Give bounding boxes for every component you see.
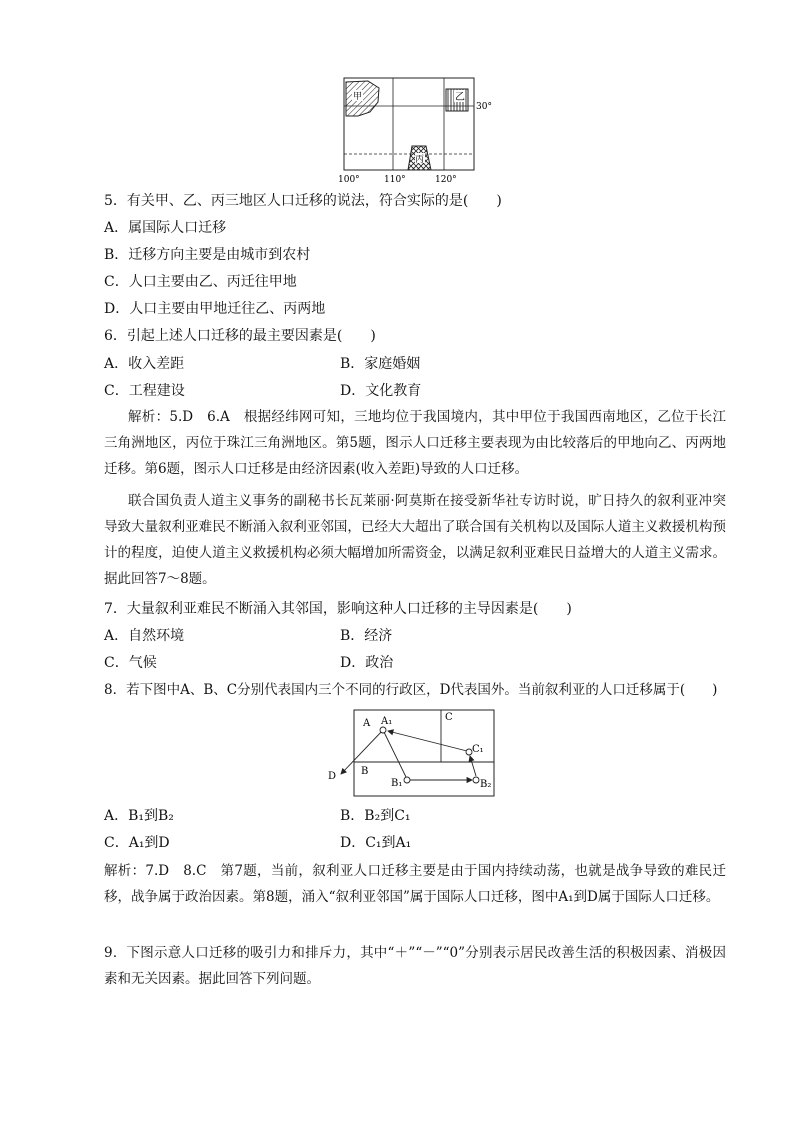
arrow-A1-to-B1 <box>383 730 406 777</box>
question-8-option-a: A．B₁到B₂ <box>104 808 174 824</box>
label-lon-120: 120° <box>435 175 457 185</box>
question-8-option-c: C．A₁到D <box>104 835 170 851</box>
question-8-option-b: B．B₂到C₁ <box>340 808 411 824</box>
question-7-option-c: C．气候 <box>104 655 157 671</box>
arrow-B2-to-C1 <box>470 756 476 776</box>
label-lat-30: 30° <box>476 102 492 112</box>
question-7-option-b: B．经济 <box>340 628 393 644</box>
question-6-option-d: D．文化教育 <box>340 383 422 399</box>
question-5-option-a: A．属国际人口迁移 <box>104 220 227 236</box>
point-A1 <box>380 727 386 733</box>
passage-syria: 联合国负责人道主义事务的副秘书长瓦莱丽·阿莫斯在接受新华社专访时说，旷日持久的叙利亚冲突导致大量叙利亚难民不断涌入叙利亚邻国，已经大大超出了联合国有关机构以及国际人道主义救援机构预计的程度，迫使人道主义救援机构必须大幅增加所需资金，以满足叙利亚难民日益增大的人道主义需求。据此回答7～8题。 <box>104 493 726 587</box>
analysis-5-6: 解析：5.D 6.A 根据经纬网可知，三地均位于我国境内，其中甲位于我国西南地区，乙位于长江三角洲地区，丙位于珠江三角洲地区。第5题，图示人口迁移主要表现为由比较落后的甲地向乙、丙两地迁移。第6题，图示人口迁移是由经济因素(收入差距)导致的人口迁移。 <box>104 409 726 477</box>
label-A: A <box>363 718 371 729</box>
label-jia: 甲 <box>353 92 363 102</box>
migration-diagram <box>326 706 498 802</box>
lat-lon-map <box>336 76 506 186</box>
label-C1: C₁ <box>472 744 484 755</box>
label-lon-110: 110° <box>384 175 406 185</box>
question-5-option-b: B．迁移方向主要是由城市到农村 <box>104 247 311 263</box>
point-B1 <box>404 777 410 783</box>
question-6-option-a: A．收入差距 <box>104 356 185 372</box>
question-5-stem: 5．有关甲、乙、丙三地区人口迁移的说法，符合实际的是( ) <box>104 193 502 209</box>
label-B: B <box>361 766 369 777</box>
label-bing: 丙 <box>415 155 425 165</box>
question-8-option-d: D．C₁到A₁ <box>340 835 412 851</box>
analysis-7-8: 解析：7.D 8.C 第7题，当前，叙利亚人口迁移主要是由于国内持续动荡，也就是战争导致的难民迁移，战争属于政治因素。第8题，涌入“叙利亚邻国”属于国际人口迁移，图中A₁到D属于国际人口迁移。 <box>104 863 726 905</box>
label-lon-100: 100° <box>338 175 360 185</box>
question-6-stem: 6．引起上述人口迁移的最主要因素是( ) <box>104 328 376 344</box>
point-B2 <box>473 777 479 783</box>
question-7-option-d: D．政治 <box>340 655 394 671</box>
label-B2: B₂ <box>480 779 492 790</box>
label-yi: 乙 <box>455 92 465 103</box>
label-A1: A₁ <box>381 716 393 727</box>
question-5-option-d: D．人口主要由甲地迁往乙、丙两地 <box>104 301 326 317</box>
label-B1: B₁ <box>391 778 403 789</box>
arrow-C1-to-A1 <box>388 731 467 751</box>
question-5-option-c: C．人口主要由乙、丙迁往甲地 <box>104 274 297 290</box>
question-8-stem: 8．若下图中A、B、C分别代表国内三个不同的行政区，D代表国外。当前叙利亚的人口迁移属于( ) <box>104 682 718 698</box>
label-C: C <box>445 712 453 723</box>
question-9-stem: 9．下图示意人口迁移的吸引力和排斥力，其中“＋”“－”“0”分别表示居民改善生活的积极因素、消极因素和无关因素。据此回答下列问题。 <box>104 945 726 987</box>
question-6-option-c: C．工程建设 <box>104 383 185 399</box>
point-C1 <box>466 749 472 755</box>
question-7-stem: 7．大量叙利亚难民不断涌入其邻国，影响这种人口迁移的主导因素是( ) <box>104 601 572 617</box>
question-7-option-a: A．自然环境 <box>104 628 185 644</box>
label-D: D <box>328 771 337 782</box>
question-6-option-b: B．家庭婚姻 <box>340 356 421 372</box>
